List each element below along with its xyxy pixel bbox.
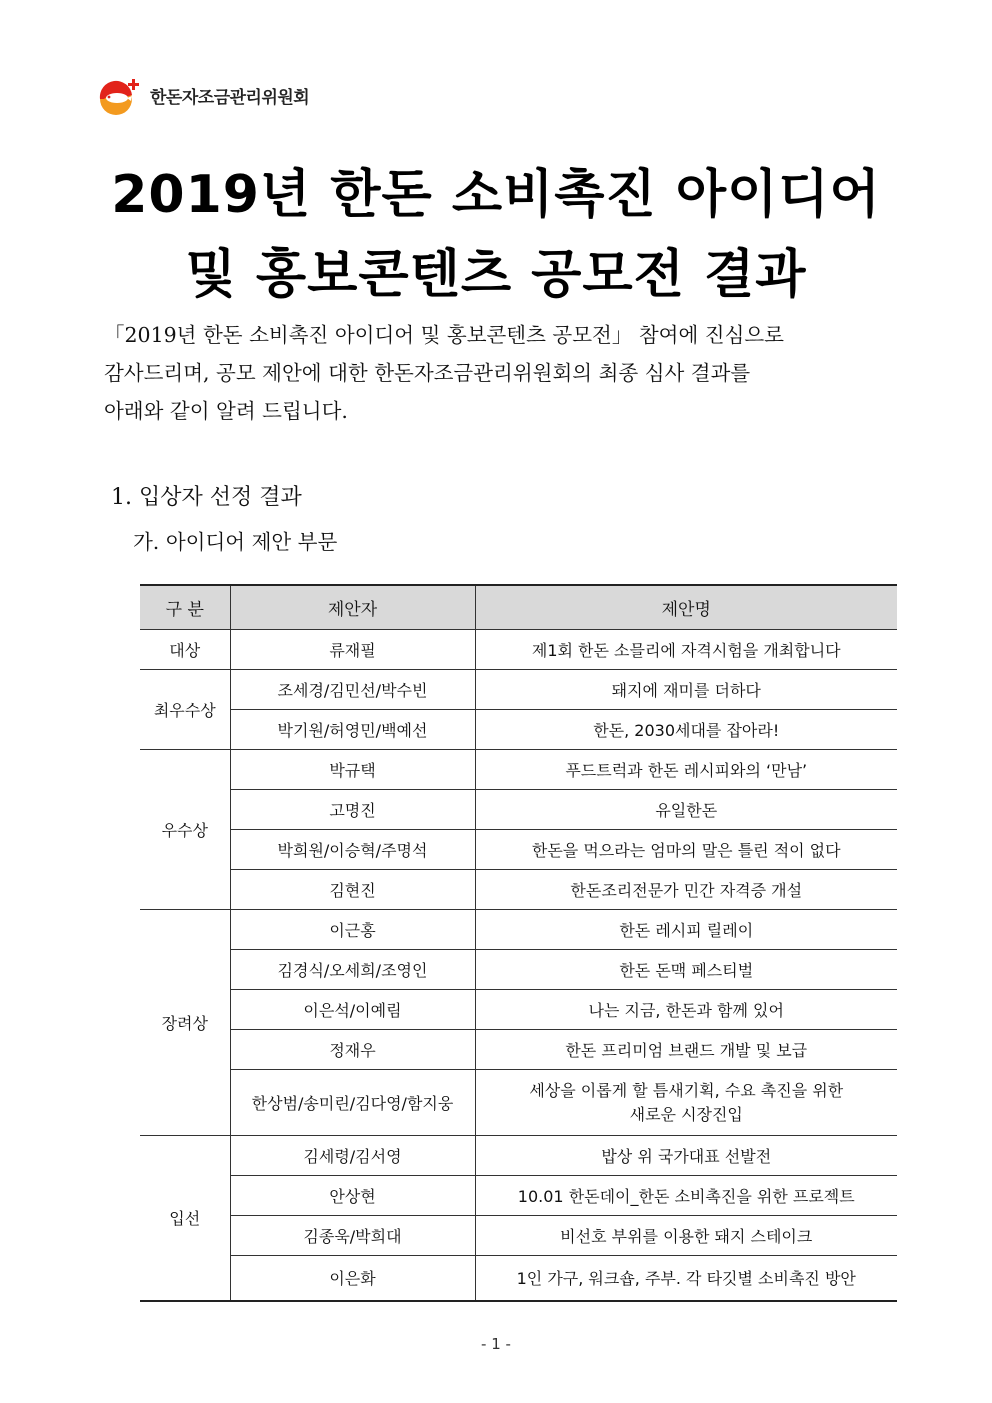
table-row: [140, 790, 897, 830]
title-cell: 10.01 한돈데이_한돈 소비촉진을 위한 프로젝트: [475, 1176, 897, 1216]
category-cell: 최우수상: [140, 670, 230, 750]
proposer-cell: 박기원/허영민/백예선: [230, 710, 475, 750]
page-number: - 1 -: [481, 1335, 511, 1353]
proposer-cell: 이은화: [230, 1256, 475, 1301]
proposer-cell: 이근홍: [230, 910, 475, 950]
proposer-cell: 김세령/김서영: [230, 1136, 475, 1176]
proposer-cell: 안상현: [230, 1176, 475, 1216]
title-cell: 한돈, 2030세대를 잡아라!: [475, 710, 897, 750]
proposer-cell: 이은석/이예림: [230, 990, 475, 1030]
intro-paragraph: [104, 316, 900, 430]
table-row: [140, 710, 897, 750]
subsection-heading: 가. 아이디어 제안 부문: [133, 530, 338, 554]
proposer-cell: 고명진: [230, 790, 475, 830]
table-row: [140, 1176, 897, 1216]
title-cell: 유일한돈: [475, 790, 897, 830]
title-cell: 한돈 레시피 릴레이: [475, 910, 897, 950]
title-cell: 한돈을 먹으라는 엄마의 말은 틀린 적이 없다: [475, 830, 897, 870]
proposer-cell: 정재우: [230, 1030, 475, 1070]
table-row: [140, 1030, 897, 1070]
header-category: 구 분: [140, 585, 230, 630]
proposer-cell: 한상범/송미린/김다영/함지웅: [230, 1070, 475, 1136]
intro-line: 「2019년 한돈 소비촉진 아이디어 및 홍보콘텐츠 공모전」 참여에 진심으로: [104, 323, 784, 347]
proposer-cell: 박규택: [230, 750, 475, 790]
pig-logo-icon: [96, 75, 142, 115]
table-row: [140, 1256, 897, 1301]
category-cell: 장려상: [140, 910, 230, 1136]
table-row: [140, 950, 897, 990]
org-name: 한돈자조금관리위원회: [150, 87, 310, 108]
table-row: [140, 1070, 897, 1136]
header-proposer: 제안자: [230, 585, 475, 630]
title-cell: 나는 지금, 한돈과 함께 있어: [475, 990, 897, 1030]
title-cell: 제1회 한돈 소믈리에 자격시험을 개최합니다: [475, 630, 897, 670]
section-heading: 1. 입상자 선정 결과: [111, 485, 302, 510]
title-line: 새로운 시장진입: [629, 1104, 743, 1124]
intro-line: 아래와 같이 알려 드립니다.: [104, 399, 348, 423]
proposer-cell: 김경식/오세희/조영인: [230, 950, 475, 990]
proposer-cell: 조세경/김민선/박수빈: [230, 670, 475, 710]
title-cell: 푸드트럭과 한돈 레시피와의 ‘만남’: [475, 750, 897, 790]
table-row: [140, 630, 897, 670]
table-row: [140, 830, 897, 870]
title-cell: 한돈 돈맥 페스티벌: [475, 950, 897, 990]
category-cell: 대상: [140, 630, 230, 670]
table-row: [140, 990, 897, 1030]
title-cell: 돼지에 재미를 더하다: [475, 670, 897, 710]
org-logo: [96, 72, 309, 118]
table-row: [140, 1136, 897, 1176]
title-cell: 한돈조리전문가 민간 자격증 개설: [475, 870, 897, 910]
title-cell: [475, 1070, 897, 1136]
title-cell: 한돈 프리미엄 브랜드 개발 및 보급: [475, 1030, 897, 1070]
title-cell: 밥상 위 국가대표 선발전: [475, 1136, 897, 1176]
intro-line: 감사드리며, 공모 제안에 대한 한돈자조금관리위원회의 최종 심사 결과를: [104, 361, 751, 385]
table-row: [140, 870, 897, 910]
proposer-cell: 류재필: [230, 630, 475, 670]
category-cell: 우수상: [140, 750, 230, 910]
proposer-cell: 박희원/이승혁/주명석: [230, 830, 475, 870]
table-row: [140, 750, 897, 790]
category-cell: 입선: [140, 1136, 230, 1301]
table-row: [140, 670, 897, 710]
page-title-line1: 2019년 한돈 소비촉진 아이디어: [111, 165, 881, 225]
table-row: [140, 910, 897, 950]
table-header-row: [140, 585, 897, 630]
title-cell: 1인 가구, 워크숍, 주부. 각 타깃별 소비촉진 방안: [475, 1256, 897, 1301]
award-results-table: [140, 584, 897, 1302]
proposer-cell: 김현진: [230, 870, 475, 910]
page-title-line2: 및 홍보콘텐츠 공모전 결과: [185, 245, 807, 305]
table-row: [140, 1216, 897, 1256]
header-title: 제안명: [475, 585, 897, 630]
proposer-cell: 김종욱/박희대: [230, 1216, 475, 1256]
title-line: 세상을 이롭게 할 틈새기획, 수요 촉진을 위한: [529, 1080, 844, 1100]
title-cell: 비선호 부위를 이용한 돼지 스테이크: [475, 1216, 897, 1256]
